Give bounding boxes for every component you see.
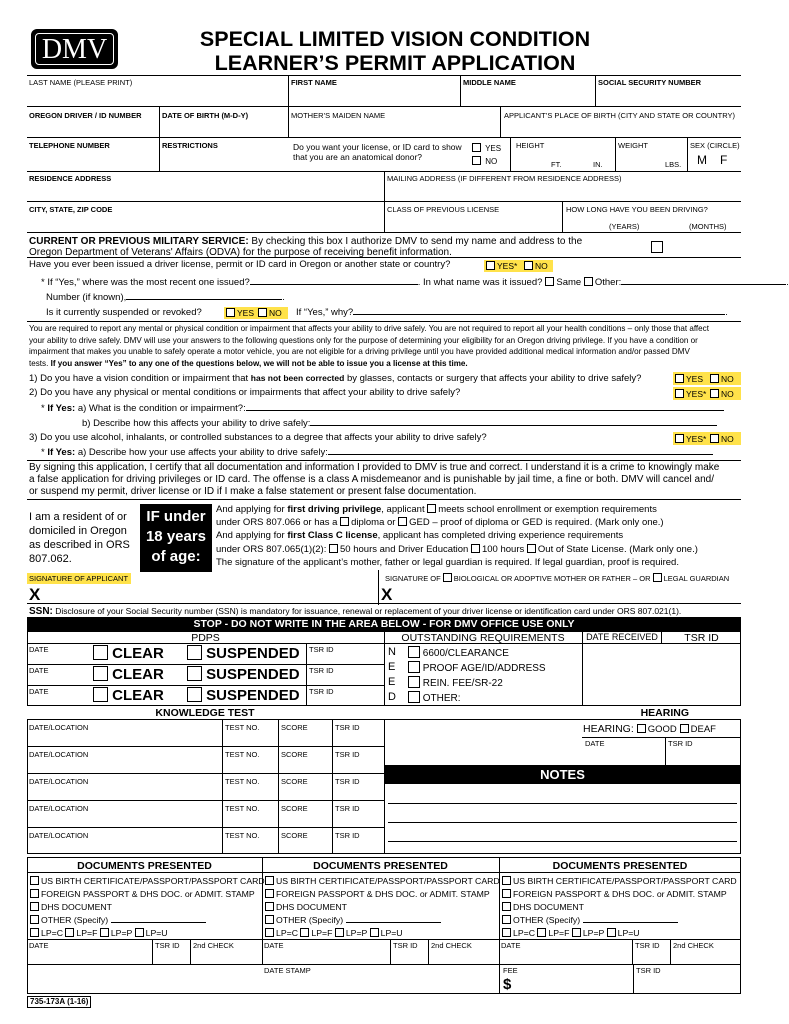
issued-no-option[interactable]: NO — [524, 261, 548, 271]
diploma-line: under ORS 807.066 or has a diploma or GED – proof of diploma or GED is required. (Mark only one.) — [216, 517, 664, 528]
parent-signature-line[interactable]: X — [381, 585, 393, 604]
lp-checkbox[interactable] — [502, 928, 511, 937]
kt-test-no[interactable]: TEST NO. — [225, 777, 260, 786]
hearing-tsr-label: TSR ID — [668, 739, 693, 748]
under-18-badge: IF under 18 years of age: — [140, 504, 212, 572]
condition-effect-input[interactable] — [310, 425, 717, 426]
biological-parent-checkbox[interactable] — [443, 573, 452, 582]
mailing-address-field[interactable]: MAILING ADDRESS (IF DIFFERENT FROM RESIDENCE ADDRESS) — [387, 174, 622, 183]
pdps-date-label: DATE — [29, 645, 49, 654]
kt-date-location[interactable]: DATE/LOCATION — [29, 777, 89, 786]
outstanding-item[interactable]: 6600/CLEARANCE — [408, 646, 509, 659]
pdps-suspended-checkbox[interactable] — [187, 666, 202, 681]
ssn-disclosure: SSN: Disclosure of your Social Security number (SSN) is mandatory for issuance, renewal or replacement of your driver license or identification card under ORS 807.021(1). — [29, 606, 682, 617]
document-checkbox[interactable] — [30, 902, 39, 911]
doc-second-check-label: 2nd CHECK — [673, 941, 714, 950]
need-letter: E — [388, 676, 396, 688]
outstanding-checkbox[interactable] — [408, 661, 420, 673]
lbs-label: LBS. — [665, 160, 682, 169]
city-state-zip-field[interactable]: CITY, STATE, ZIP CODE — [29, 205, 113, 214]
notes-line[interactable] — [388, 822, 737, 823]
document-checkbox[interactable] — [265, 876, 274, 885]
fee-tsr-label: TSR ID — [636, 966, 661, 975]
pdps-suspended-option[interactable]: SUSPENDED — [187, 687, 300, 704]
parent-signature-label: SIGNATURE OF BIOLOGICAL OR ADOPTIVE MOTHER OR FATHER – OR LEGAL GUARDIAN — [385, 574, 730, 583]
pdps-suspended-option[interactable]: SUSPENDED — [187, 666, 300, 683]
pdps-clear-checkbox[interactable] — [93, 645, 108, 660]
lp-options: LP=C LP=F LP=P LP=U — [265, 928, 403, 939]
condition-no-checkbox[interactable] — [710, 389, 719, 398]
issued-question: Have you ever been issued a driver license, permit or ID card in Oregon or another state or country? — [29, 259, 451, 270]
outstanding-checkbox[interactable] — [408, 691, 420, 703]
doc-date-label: DATE — [501, 941, 521, 950]
need-letter: E — [388, 661, 396, 673]
form-title: SPECIAL LIMITED VISION CONDITION LEARNER’S PERMIT APPLICATION — [199, 27, 591, 75]
hearing-options: HEARING: GOOD DEAF — [583, 723, 716, 735]
pdps-title: PDPS — [191, 632, 220, 644]
document-item[interactable]: US BIRTH CERTIFICATE/PASSPORT/PASSPORT CARD — [502, 876, 737, 887]
suspended-question: Is it currently suspended or revoked? — [46, 307, 202, 318]
condition-yes-checkbox[interactable] — [675, 389, 684, 398]
vision-yes-option[interactable]: YES — [675, 374, 703, 384]
fee-label: FEE — [503, 966, 518, 975]
document-checkbox[interactable] — [30, 876, 39, 885]
document-item[interactable]: DHS DOCUMENT — [502, 902, 584, 913]
outstanding-checkbox[interactable] — [408, 646, 420, 658]
kt-tsr[interactable]: TSR ID — [335, 831, 360, 840]
document-item[interactable]: US BIRTH CERTIFICATE/PASSPORT/PASSPORT CARD — [265, 876, 500, 887]
driving-duration-label: HOW LONG HAVE YOU BEEN DRIVING? — [566, 205, 708, 214]
sex-female-option[interactable]: F — [720, 153, 728, 167]
doc-tsr-label: TSR ID — [393, 941, 418, 950]
sex-male-option[interactable]: M — [697, 153, 707, 167]
suspended-why-input[interactable] — [353, 314, 725, 315]
lp-checkbox[interactable] — [300, 928, 309, 937]
notes-line[interactable] — [388, 841, 737, 842]
documents-presented-title: DOCUMENTS PRESENTED — [77, 860, 212, 872]
kt-date-location[interactable]: DATE/LOCATION — [29, 831, 89, 840]
hearing-deaf-checkbox[interactable] — [680, 724, 689, 733]
condition-yes-option[interactable]: YES* — [675, 389, 706, 399]
kt-date-location[interactable]: DATE/LOCATION — [29, 804, 89, 813]
document-checkbox[interactable] — [30, 915, 39, 924]
doc-tsr-label: TSR ID — [155, 941, 180, 950]
document-item[interactable]: FOREIGN PASSPORT & DHS DOC. or ADMIT. STAMP — [30, 889, 255, 900]
license-number-line: Number (if known), . — [46, 292, 285, 303]
documents-presented-title: DOCUMENTS PRESENTED — [552, 860, 688, 872]
pdps-clear-checkbox[interactable] — [93, 666, 108, 681]
kt-tsr[interactable]: TSR ID — [335, 723, 360, 732]
kt-date-location[interactable]: DATE/LOCATION — [29, 723, 89, 732]
pdps-date-label: DATE — [29, 666, 49, 675]
vision-yes-checkbox[interactable] — [675, 374, 684, 383]
maiden-name-field[interactable]: MOTHER’S MAIDEN NAME — [291, 111, 386, 120]
pdps-clear-option[interactable]: CLEAR — [93, 666, 164, 683]
years-field[interactable]: (YEARS) — [609, 222, 640, 231]
pdps-tsr-label: TSR ID — [309, 687, 334, 696]
substance-no-option[interactable]: NO — [710, 434, 734, 444]
substance-yes-checkbox[interactable] — [675, 434, 684, 443]
condition-detail-line: * If Yes: a) What is the condition or impairment?: — [41, 404, 724, 414]
kt-test-no[interactable]: TEST NO. — [225, 831, 260, 840]
document-checkbox[interactable] — [502, 889, 511, 898]
issued-where-line: * If “Yes,” where was the most recent one issued? . In what name was it issued? Same Other: . — [41, 277, 789, 288]
suspended-yes-option[interactable]: YES — [226, 308, 254, 318]
hearing-date-label: DATE — [585, 739, 605, 748]
known-number-input[interactable] — [126, 299, 282, 300]
substance-input[interactable] — [328, 454, 713, 455]
document-item[interactable]: DHS DOCUMENT — [30, 902, 112, 913]
substance-yes-option[interactable]: YES* — [675, 434, 706, 444]
inches-label: IN. — [593, 160, 603, 169]
need-letter: D — [388, 691, 396, 703]
feet-label: FT. — [551, 160, 562, 169]
kt-score[interactable]: SCORE — [281, 777, 308, 786]
military-checkbox[interactable] — [651, 238, 663, 256]
lp-options: LP=C LP=F LP=P LP=U — [502, 928, 640, 939]
substance-detail-line: * If Yes: a) Describe how your use affects your ability to drive safely: — [41, 448, 713, 458]
form-number: 735-173A (1-16) — [27, 996, 91, 1008]
donor-no-checkbox[interactable] — [472, 156, 481, 165]
lp-checkbox[interactable] — [100, 928, 109, 937]
lp-options: LP=C LP=F LP=P LP=U — [30, 928, 168, 939]
document-item[interactable]: FOREIGN PASSPORT & DHS DOC. or ADMIT. STAMP — [265, 889, 490, 900]
lp-checkbox[interactable] — [572, 928, 581, 937]
ssn-field[interactable]: SOCIAL SECURITY NUMBER — [598, 78, 702, 87]
donor-no-option[interactable]: NO — [472, 156, 497, 167]
condition-input[interactable] — [246, 410, 724, 411]
doc-date-label: DATE — [29, 941, 49, 950]
date-received-label: DATE RECEIVED — [586, 632, 658, 642]
substance-question: 3) Do you use alcohol, inhalants, or controlled substances to a degree that affects your ability to drive safely? — [29, 432, 487, 443]
experience-line: under ORS 807.065(1)(2): 50 hours and Driver Education 100 hours Out of State License. (Mark only one.) — [216, 544, 698, 555]
pdps-suspended-checkbox[interactable] — [187, 645, 202, 660]
applicant-signature-line[interactable]: X — [29, 585, 41, 604]
middle-name-field[interactable]: MIDDLE NAME — [463, 78, 516, 87]
kt-score[interactable]: SCORE — [281, 831, 308, 840]
kt-tsr[interactable]: TSR ID — [335, 804, 360, 813]
pdps-suspended-option[interactable]: SUSPENDED — [187, 645, 300, 662]
last-name-field[interactable]: LAST NAME (PLEASE PRINT) — [29, 78, 133, 87]
months-field[interactable]: (MONTHS) — [689, 222, 727, 231]
kt-score[interactable]: SCORE — [281, 723, 308, 732]
fee-dollar-sign: $ — [503, 976, 512, 993]
doc-tsr-label: TSR ID — [635, 941, 660, 950]
kt-tsr[interactable]: TSR ID — [335, 750, 360, 759]
document-item[interactable]: DHS DOCUMENT — [265, 902, 347, 913]
office-use-banner: STOP - DO NOT WRITE IN THE AREA BELOW - FOR DMV OFFICE USE ONLY — [27, 617, 741, 631]
document-item[interactable]: OTHER (Specify) — [30, 915, 206, 926]
legal-guardian-checkbox[interactable] — [653, 573, 662, 582]
kt-test-no[interactable]: TEST NO. — [225, 723, 260, 732]
outstanding-checkbox[interactable] — [408, 676, 420, 688]
lp-checkbox[interactable] — [537, 928, 546, 937]
documents-presented-title: DOCUMENTS PRESENTED — [313, 860, 448, 872]
donor-yes-option[interactable]: YES — [472, 143, 501, 154]
applicant-signature-label: SIGNATURE OF APPLICANT — [29, 574, 129, 583]
document-item[interactable]: OTHER (Specify) — [502, 915, 678, 926]
lp-checkbox[interactable] — [607, 928, 616, 937]
medical-disclosure-text: You are required to report any mental or physical condition or impairment that affects your ability to drive safely. You are not required to report all your health conditions – only those that affect your ability to drive safely. DMV will use your answers to the following questions only for the purpose of determining your eligibility for an Oregon driving privilege. If you have a condition or impairment that makes you unable to safely operate a motor vehicle, you are not eligible for a driving privilege until you have provided additional medical information and/or passed DMV tests. If you answer “Yes” to any one of the questions below, we will not be able to issue you a license at this time. — [29, 324, 709, 369]
donor-question: Do you want your license, or ID card to show that you are an anatomical donor? — [293, 142, 462, 162]
lp-checkbox[interactable] — [335, 928, 344, 937]
document-checkbox[interactable] — [30, 889, 39, 898]
doc-date-label: DATE — [264, 941, 284, 950]
hours-100-checkbox[interactable] — [471, 544, 480, 553]
condition-effect-line: b) Describe how this affects your ability to drive safely: — [82, 419, 717, 429]
outstanding-title: OUTSTANDING REQUIREMENTS — [401, 632, 565, 644]
document-checkbox[interactable] — [265, 915, 274, 924]
lp-checkbox[interactable] — [265, 928, 274, 937]
school-enrollment-checkbox[interactable] — [427, 504, 436, 513]
document-item[interactable]: OTHER (Specify) — [265, 915, 441, 926]
driver-ed-checkbox[interactable] — [329, 544, 338, 553]
phone-field[interactable]: TELEPHONE NUMBER — [29, 141, 110, 150]
weight-label: WEIGHT — [618, 141, 648, 150]
ged-checkbox[interactable] — [398, 517, 407, 526]
outstanding-item[interactable]: REIN. FEE/SR-22 — [408, 676, 503, 689]
same-name-checkbox[interactable] — [545, 277, 554, 286]
document-checkbox[interactable] — [502, 902, 511, 911]
condition-question: 2) Do you have any physical or mental conditions or impairments that affect your ability to drive safely? — [29, 387, 461, 398]
donor-yes-checkbox[interactable] — [472, 143, 481, 152]
kt-date-location[interactable]: DATE/LOCATION — [29, 750, 89, 759]
outstanding-tsr-label: TSR ID — [684, 632, 719, 644]
license-number-field[interactable]: OREGON DRIVER / ID NUMBER — [29, 111, 142, 120]
resident-statement: I am a resident of or domiciled in Oregon as described in ORS 807.062. — [29, 511, 130, 565]
military-service-text: CURRENT OR PREVIOUS MILITARY SERVICE: By checking this box I authorize DMV to send my name and address to the Oregon Department of Veterans' Affairs (ODVA) for the purpose of receiving benefit information. — [29, 236, 583, 258]
knowledge-test-title: KNOWLEDGE TEST — [155, 707, 255, 719]
lp-checkbox[interactable] — [135, 928, 144, 937]
outstanding-item[interactable]: OTHER: — [408, 691, 461, 704]
vision-question: 1) Do you have a vision condition or impairment that has not been corrected by glasses, contacts or surgery that affects your ability to drive safely? — [29, 373, 642, 384]
suspended-yes-checkbox[interactable] — [226, 308, 235, 317]
pdps-suspended-checkbox[interactable] — [187, 687, 202, 702]
vision-no-option[interactable]: NO — [710, 374, 734, 384]
kt-test-no[interactable]: TEST NO. — [225, 804, 260, 813]
document-item[interactable]: FOREIGN PASSPORT & DHS DOC. or ADMIT. STAMP — [502, 889, 727, 900]
first-privilege-line: And applying for first driving privilege, applicant meets school enrollment or exemption requirements — [216, 504, 657, 515]
issued-where-input[interactable] — [250, 284, 418, 285]
first-name-field[interactable]: FIRST NAME — [291, 78, 337, 87]
outstanding-item[interactable]: PROOF AGE/ID/ADDRESS — [408, 661, 546, 674]
document-item[interactable]: US BIRTH CERTIFICATE/PASSPORT/PASSPORT CARD — [30, 876, 265, 887]
document-checkbox[interactable] — [265, 889, 274, 898]
kt-score[interactable]: SCORE — [281, 804, 308, 813]
doc-second-check-label: 2nd CHECK — [431, 941, 472, 950]
pdps-clear-checkbox[interactable] — [93, 687, 108, 702]
need-letter: N — [388, 646, 396, 658]
notes-line[interactable] — [388, 803, 737, 804]
lp-checkbox[interactable] — [370, 928, 379, 937]
dmv-logo: DMV — [31, 29, 118, 69]
pdps-tsr-label: TSR ID — [309, 666, 334, 675]
issued-no-checkbox[interactable] — [524, 261, 533, 270]
notes-header: NOTES — [384, 765, 741, 784]
certification-text: By signing this application, I certify that all documentation and information I provided to DMV is true and correct. I understand it is a crime to knowingly make a false application for driving privileges or ID card. The offense is a class A misdemeanor and is punishable by jail time, a fine or both. DMV will cancel and/ or suspend my permit, driver license or ID if I make a false statement or present false documentation. — [29, 462, 720, 497]
kt-tsr[interactable]: TSR ID — [335, 777, 360, 786]
birthplace-field[interactable]: APPLICANT’S PLACE OF BIRTH (CITY AND STATE OR COUNTRY) — [504, 111, 736, 120]
vision-no-checkbox[interactable] — [710, 374, 719, 383]
other-name-checkbox[interactable] — [584, 277, 593, 286]
issued-yes-option[interactable]: YES* — [486, 261, 517, 271]
lp-checkbox[interactable] — [65, 928, 74, 937]
suspended-no-checkbox[interactable] — [258, 308, 267, 317]
kt-score[interactable]: SCORE — [281, 750, 308, 759]
pdps-clear-option[interactable]: CLEAR — [93, 687, 164, 704]
document-checkbox[interactable] — [265, 902, 274, 911]
other-name-input[interactable] — [621, 284, 786, 285]
document-checkbox[interactable] — [502, 915, 511, 924]
kt-test-no[interactable]: TEST NO. — [225, 750, 260, 759]
lp-checkbox[interactable] — [30, 928, 39, 937]
document-checkbox[interactable] — [502, 876, 511, 885]
pdps-tsr-label: TSR ID — [309, 645, 334, 654]
issued-yes-checkbox[interactable] — [486, 261, 495, 270]
previous-class-field[interactable]: CLASS OF PREVIOUS LICENSE — [387, 205, 500, 214]
condition-no-option[interactable]: NO — [710, 389, 734, 399]
suspended-no-option[interactable]: NO — [258, 308, 282, 318]
pdps-date-label: DATE — [29, 687, 49, 696]
class-c-line: And applying for first Class C license, applicant has completed driving experience requirements — [216, 530, 624, 541]
sex-label: SEX (CIRCLE) — [690, 141, 740, 150]
date-stamp-label: DATE STAMP — [264, 966, 311, 975]
hearing-good-checkbox[interactable] — [637, 724, 646, 733]
dob-field[interactable]: DATE OF BIRTH (M-D-Y) — [162, 111, 249, 120]
substance-no-checkbox[interactable] — [710, 434, 719, 443]
diploma-checkbox[interactable] — [340, 517, 349, 526]
suspended-why-line: If “Yes,” why? . — [296, 307, 728, 318]
pdps-clear-option[interactable]: CLEAR — [93, 645, 164, 662]
out-of-state-checkbox[interactable] — [527, 544, 536, 553]
doc-second-check-label: 2nd CHECK — [193, 941, 234, 950]
restrictions-field[interactable]: RESTRICTIONS — [162, 141, 218, 150]
hearing-title: HEARING — [640, 707, 689, 719]
height-label: HEIGHT — [516, 141, 545, 150]
guardian-required-text: The signature of the applicant’s mother, father or legal guardian is required. If legal guardian, proof is required. — [216, 557, 679, 568]
residence-address-field[interactable]: RESIDENCE ADDRESS — [29, 174, 112, 183]
